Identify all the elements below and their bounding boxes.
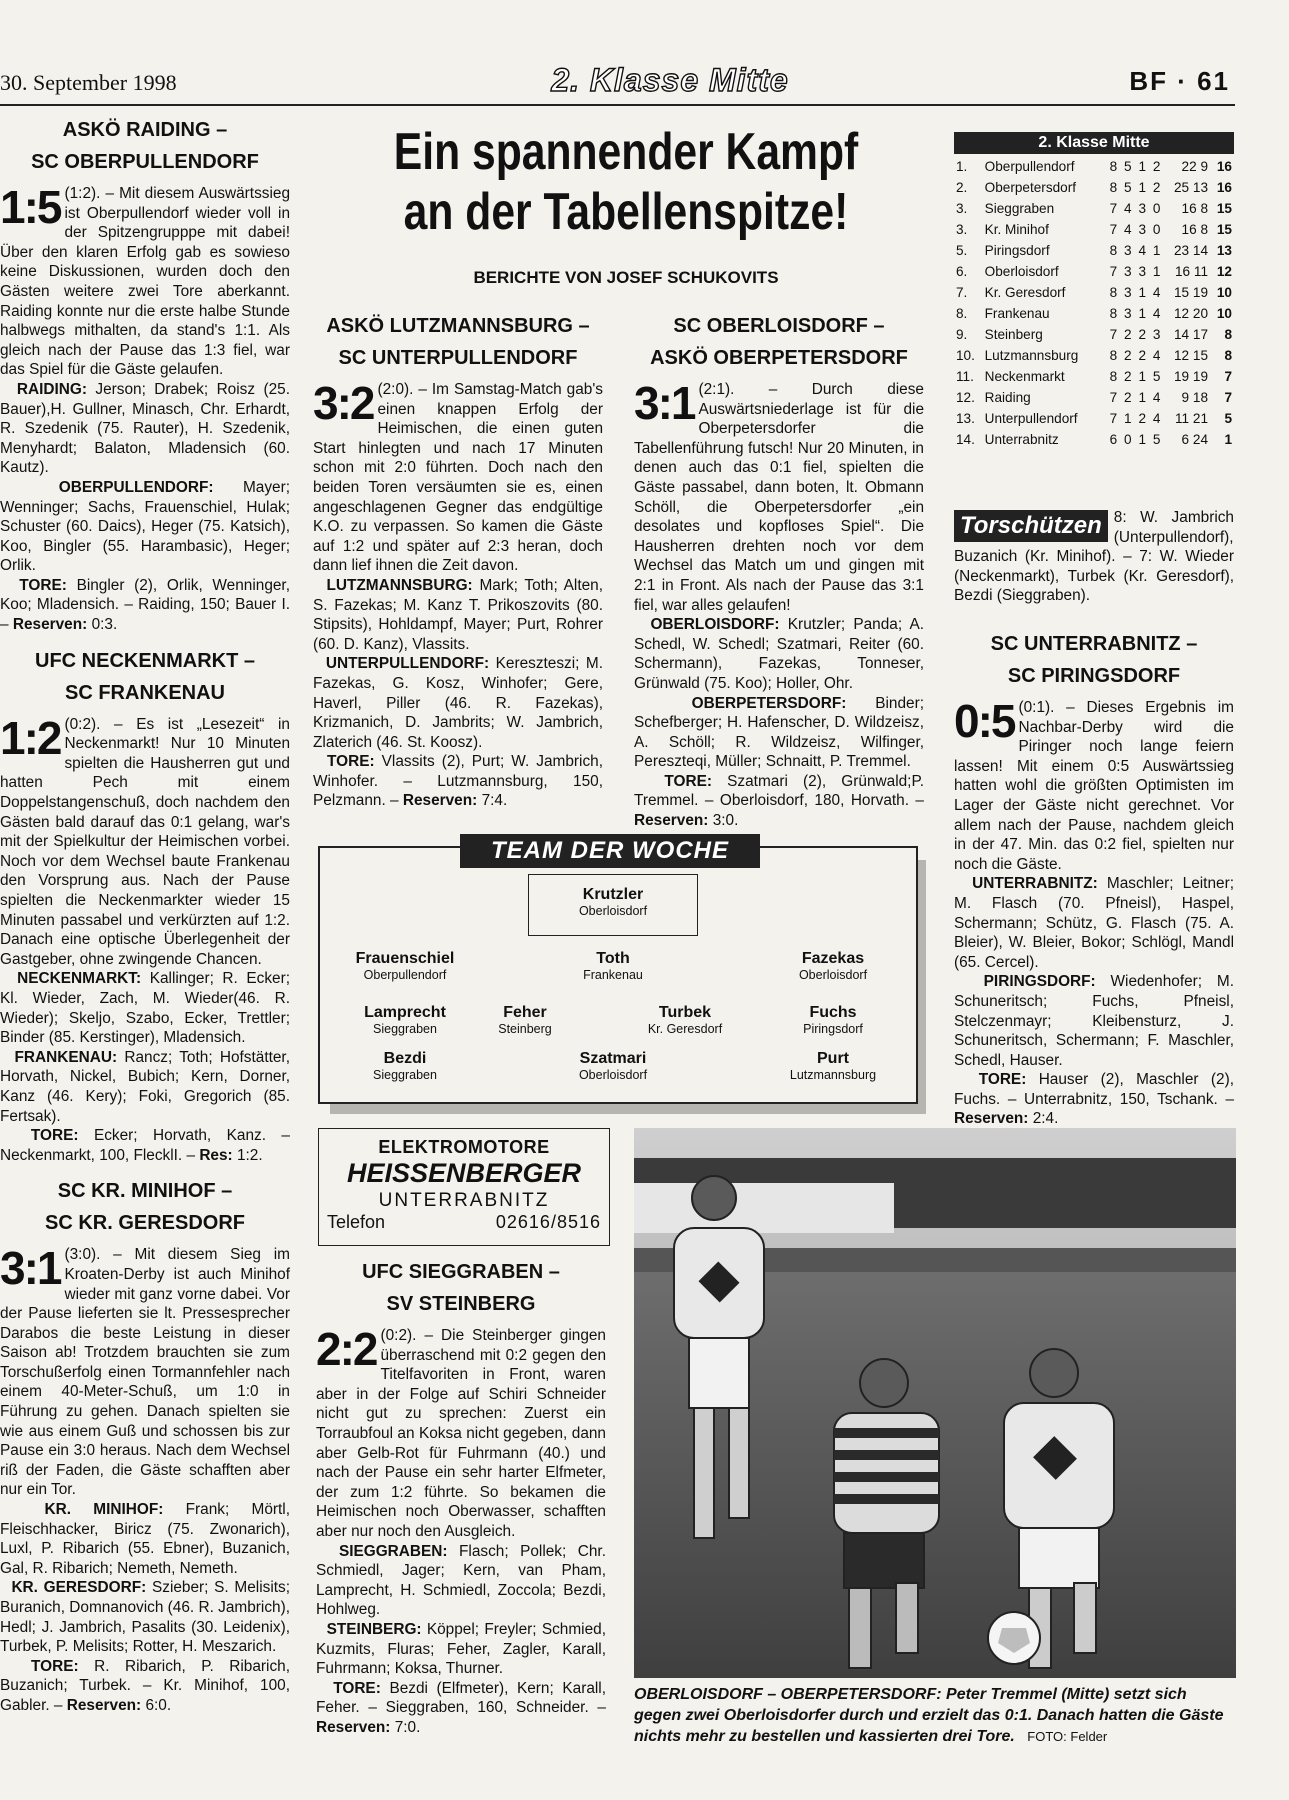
goals-head: TORE:: [327, 753, 375, 771]
column-unterrabnitz: [954, 628, 1234, 1129]
headline: [372, 122, 880, 242]
standings-team: Unterpullendorf: [984, 411, 1078, 426]
page-number: BF · 61: [1129, 66, 1230, 96]
lineup-head: KR. GERESDORF:: [11, 1579, 147, 1597]
ad-line2: HEISSENBERGER: [346, 1158, 582, 1188]
caption-text: OBERLOISDORF – OBERPETERSDORF: Peter Tremmel (Mitte) setzt sich gegen zwei Oberloisdorfer durch und erzielt das 0:1. Danach hatten die Gäste nichts mehr zu bestellen und kassierten drei Tore.: [634, 1686, 1224, 1745]
scorers: [954, 508, 1234, 606]
standings-team: Oberloisdorf: [984, 264, 1059, 279]
standings-pos: 3.: [956, 222, 968, 237]
player-name: Bezdi: [383, 1050, 427, 1067]
standings-pos: 13.: [956, 411, 975, 426]
standings-team: Frankenau: [984, 306, 1050, 321]
advertisement: [318, 1128, 610, 1246]
article-title: ASKÖ RAIDING –: [62, 119, 228, 141]
article-body: (0:1). – Dieses Ergebnis im Nachbar-Derby wird die Piringer noch lange feiern lassen! Mit einem 0:5 Auswärtssieg hatten wohl die größten Optimisten im Lager der Gäste nicht gerechnet. Vor allem nach der Pause, nachdem gleich in der 47. Min. das 0:2 fiel, spielten nur noch die Gäste.: [954, 699, 1234, 873]
standings-losses: 4: [1152, 306, 1161, 321]
standings-draws: 1: [1138, 180, 1147, 195]
standings-draws: 2: [1138, 348, 1147, 363]
standings-team: Lutzmannsburg: [984, 348, 1079, 363]
lineup-head: PIRINGSDORF:: [983, 973, 1096, 991]
player-f3: [758, 1050, 908, 1082]
goals-head: TORE:: [19, 576, 67, 594]
standings-row: [954, 324, 1234, 345]
article-raiding: [0, 181, 290, 635]
standings-wins: 4: [1124, 222, 1132, 237]
standings-table: [954, 156, 1234, 450]
standings-row: [954, 408, 1234, 429]
standings-wins: 2: [1124, 390, 1132, 405]
player-gk: [528, 886, 698, 918]
lineup: Binder; Schefberger; H. Hafenscher, D. Wildzeisz, A. Schöll; R. Wildzeisz, Wilfinger, Pereszteqi, Müller; Schnaitt, P. Tremmel.: [634, 694, 924, 771]
standings-team: Kr. Minihof: [984, 222, 1049, 237]
standings-pos: 12.: [956, 390, 975, 405]
standings-goals: 11 21: [1175, 411, 1209, 426]
article-body: (2:0). – Im Samstag-Match gab's einen knappen Erfolg der Heimischen, die einen guten Start hinlegten und nach 17 Minuten schon mit 2:0 führten. Doch nach den beiden Toren versäumten sie es, einen angeschlagenen Gegner das endgültige K.O. zu verpassen. So kamen die Gäste auf 1:2 und später auf 2:3 heran, doch dann lief ihnen die Zeit davon.: [313, 381, 603, 575]
ad-line3: UNTERRABNITZ: [378, 1190, 550, 1211]
standings-pos: 5.: [956, 243, 968, 258]
reserves: 1:2.: [236, 1146, 263, 1164]
ad-phone: 02616/8516: [495, 1212, 601, 1232]
standings-pos: 3.: [956, 201, 968, 216]
reserves: 2:4.: [1032, 1110, 1059, 1128]
player-club: Oberpullendorf: [363, 968, 447, 982]
player-club: Lutzmannsburg: [789, 1068, 877, 1082]
standings-losses: 1: [1152, 243, 1161, 258]
standings-played: 7: [1109, 411, 1118, 426]
lineup-head: UNTERRABNITZ:: [972, 875, 1098, 893]
standings-wins: 3: [1124, 285, 1132, 300]
match-photo: [634, 1128, 1236, 1678]
score: 3:1: [0, 1242, 61, 1295]
player-name: Purt: [817, 1050, 849, 1067]
lineup: Kereszteszi; M. Fazekas, G. Kosz, Winhofer; Gere, Haverl, Piller (46. R. Fazekas), Krizmanich, D. Jambrits; W. Jambrich, Zlaterich (46. St. Koosz).: [313, 655, 603, 751]
standings-goals: 14 17: [1173, 327, 1209, 342]
lineup: Wiedenhofer; M. Schuneritsch; Fuchs, Pfneisl, Stelczenmayr; Kleibensturz, J. Schuneritsch, Schermann; F. Maschler, Schedl, Hauser.: [954, 973, 1234, 1069]
article-lutzmannsburg: [313, 377, 603, 811]
goals: Bingler (2), Orlik, Wenninger, Koo; Mladensich. – Raiding, 150; Bauer I. –: [0, 576, 290, 634]
standings-losses: 5: [1152, 432, 1161, 447]
standings-played: 8: [1109, 369, 1118, 384]
player-f1: [330, 1050, 480, 1082]
lineup-head: LUTZMANNSBURG:: [326, 576, 473, 594]
player-d3: [758, 950, 908, 982]
reserves-head: Reserven:: [12, 616, 88, 634]
player-name: Feher: [503, 1004, 547, 1021]
standings-draws: 4: [1138, 243, 1147, 258]
scorers-label: Torschützen: [954, 510, 1108, 542]
standings-draws: 1: [1138, 390, 1147, 405]
standings-losses: 4: [1152, 411, 1161, 426]
article-subtitle: SV STEINBERG: [386, 1293, 536, 1315]
standings-points: 7: [1224, 369, 1232, 384]
player-name: Szatmari: [579, 1050, 647, 1067]
article-title: UFC NECKENMARKT –: [35, 649, 255, 672]
standings-pos: 8.: [956, 306, 968, 321]
byline: BERICHTE VON JOSEF SCHUKOVITS: [473, 268, 779, 287]
standings-wins: 2: [1124, 369, 1132, 384]
lineup-head: OBERPETERSDORF:: [691, 694, 847, 712]
article-body: (3:0). – Mit diesem Sieg im Kroaten-Derby ist auch Minihof wieder mit ganz vorne dabei. Vor der Pause lieferten sie lt. Pressesprecher Darabos die beste Leistung in dieser Saison ab! Trotzdem brauchten sie zum Torschußerfolg einen Tormannfehler nach einem 40-Meter-Schuß, um 1:0 in Führung zu gehen. Danach spielten sie wie aus einem Guß und schossen bis zur Pause ein 3:0 heraus. Nach dem Wechsel riß der Faden, die Gäste schafften aber nur ein Tor.: [0, 1246, 290, 1499]
standings-wins: 3: [1124, 264, 1132, 279]
standings-row: [954, 219, 1234, 240]
player-name: Krutzler: [582, 886, 644, 903]
standings-losses: 4: [1152, 390, 1161, 405]
player-club: Sieggraben: [373, 1068, 437, 1082]
standings-goals: 19 19: [1173, 369, 1209, 384]
article-subtitle: SC KR. GERESDORF: [44, 1212, 246, 1235]
standings-points: 8: [1224, 327, 1232, 342]
standings-played: 7: [1109, 264, 1118, 279]
player-club: Oberloisdorf: [578, 904, 648, 918]
standings-pos: 1.: [956, 159, 968, 174]
article-body: (0:2). – Die Steinberger gingen überraschend mit 0:2 gegen den Titelfavoriten in Front, waren aber in der Folge auf Schiri Schneider nicht gut zu sprechen: Zuerst ein Torraubfoul an Koksa nicht gegeben, dann aber Gelb-Rot für Fuhrmann (40.) und nach der Pause ein sehr harter Elfmeter, der zum 1:2 führte. So bekamen die Heimischen noch Oberwasser, schafften aber nur noch den Ausgleich.: [316, 1327, 606, 1540]
standings-played: 8: [1109, 306, 1118, 321]
standings-losses: 0: [1152, 222, 1161, 237]
standings-team: Raiding: [984, 390, 1031, 405]
goals: Hauser (2), Maschler (2), Fuchs. – Unterrabnitz, 150, Tschank. –: [954, 1071, 1234, 1108]
standings-draws: 2: [1138, 327, 1147, 342]
article-title: SC KR. MINIHOF –: [57, 1180, 233, 1203]
player-name: Toth: [596, 950, 630, 967]
goals-head: TORE:: [333, 1679, 381, 1697]
standings-title: 2. Klasse Mitte: [954, 132, 1234, 154]
lineup: Maschler; Leitner; M. Flasch (70. Pfneisl), Haspel, Schermann; Schütz, G. Flasch (75. A. Bleier), W. Bleier, Bokor; Schlögl, Mandl (65. Cercel).: [954, 875, 1234, 971]
standings-wins: 0: [1124, 432, 1132, 447]
standings-wins: 4: [1124, 201, 1132, 216]
standings-points: 7: [1224, 390, 1232, 405]
standings-points: 15: [1216, 222, 1232, 237]
player-m1: [330, 1004, 480, 1036]
lineup-head: OBERPULLENDORF:: [58, 478, 214, 496]
standings-pos: 6.: [956, 264, 968, 279]
player-club: Piringsdorf: [803, 1022, 863, 1036]
standings-pos: 11.: [956, 369, 974, 384]
lineup-head: FRANKENAU:: [14, 1048, 118, 1066]
lineup: Rancz; Toth; Hofstätter, Horvath, Nickel, Bubich; Kern, Dorner, Kanz (46. Kery); Foki, Gregorich (85. Fertsak).: [0, 1048, 290, 1125]
standings-team: Neckenmarkt: [984, 369, 1065, 384]
standings-team: Piringsdorf: [984, 243, 1050, 258]
standings-row: [954, 387, 1234, 408]
article-subtitle: SC FRANKENAU: [65, 681, 225, 704]
lineup: Flasch; Pollek; Chr. Schmiedl, Jager; Kern, van Pham, Lamprecht, H. Schmiedl, Zoccola; Bezdi, Hohlweg.: [316, 1542, 606, 1619]
goals-head: TORE:: [30, 1127, 79, 1145]
player-club: Oberloisdorf: [578, 1068, 648, 1082]
article-title: ASKÖ LUTZMANNSBURG –: [326, 315, 590, 337]
article-neckenmarkt: [0, 711, 291, 1166]
standings-points: 5: [1224, 411, 1232, 426]
column-oberloisdorf: [634, 310, 924, 831]
player-name: Turbek: [658, 1004, 712, 1021]
article-title: SC UNTERRABNITZ –: [990, 633, 1198, 655]
score: 1:2: [0, 711, 61, 764]
standings-pos: 14.: [956, 432, 975, 447]
player-club: Sieggraben: [373, 1022, 437, 1036]
article-body: (0:2). – Es ist „Lesezeit“ in Neckenmarkt! Nur 10 Minuten spielten die Hausherren gut und hatten Pech mit einem Doppelstangenschuß, doch nachdem den Gästen bald darauf das 0:1 gelang, war's mit der Spielkultur der Heimischen vorbei. Noch vor dem Wechsel baute Frankenau den Vorsprung aus. Nach der Pause spielten die Neckenmarkter wieder 15 Minuten passabel und verkürzten auf 1:2. Danach eine optische Überlegenheit der Gastgeber, ohne zwingende Chancen.: [0, 715, 290, 968]
standings-row: [954, 366, 1234, 387]
standings-team: Steinberg: [984, 327, 1043, 342]
standings-row: [954, 429, 1234, 450]
team-of-week: [318, 837, 918, 1104]
headline-line1: Ein spannender Kampf: [393, 123, 859, 181]
left-column: [0, 114, 290, 1716]
standings-played: 8: [1109, 180, 1118, 195]
player-club: Steinberg: [498, 1022, 552, 1036]
standings-played: 7: [1109, 201, 1118, 216]
lineup-head: OBERLOISDORF:: [650, 616, 780, 634]
standings-draws: 1: [1138, 369, 1147, 384]
standings-wins: 5: [1124, 180, 1132, 195]
standings-wins: 3: [1124, 306, 1132, 321]
article-oberloisdorf: [634, 377, 925, 831]
standings-goals: 16 8: [1181, 222, 1209, 237]
player-f2: [538, 1050, 688, 1082]
standings-points: 15: [1216, 201, 1232, 216]
player-d2: [538, 950, 688, 982]
reserves-head: Reserven:: [634, 812, 709, 830]
header-rule: [0, 104, 1235, 106]
standings-points: 13: [1216, 243, 1232, 258]
standings-row: [954, 345, 1234, 366]
standings-row: [954, 303, 1234, 324]
lineup-head: KR. MINIHOF:: [44, 1501, 164, 1519]
goals: Vlassits (2), Purt; W. Jambrich, Winhofer. – Lutzmannsburg, 150, Pelzmann. –: [313, 753, 603, 810]
standings-goals: 16 11: [1175, 264, 1209, 279]
score: 1:5: [0, 181, 61, 233]
lineup: Mayer; Wenninger; Sachs, Frauenschiel, Hulak; Schuster (60. Daics), Heger (75. Katsich), Koo, Bingler (55. Harambasic), Heger; Orlik.: [0, 478, 290, 575]
reserves-head: Reserven:: [402, 792, 478, 810]
standings-losses: 1: [1152, 264, 1161, 279]
issue-date: 30. September 1998: [0, 70, 177, 95]
standings-goals: 25 13: [1173, 180, 1209, 195]
player-name: Frauenschiel: [355, 950, 455, 967]
reserves: 0:3.: [91, 616, 118, 634]
standings-points: 8: [1224, 348, 1232, 363]
score: 3:1: [634, 377, 695, 429]
reserves-head: Reserven:: [954, 1110, 1029, 1128]
standings-pos: 7.: [956, 285, 968, 300]
scorers-text: 8: W. Jambrich (Unterpullendorf), Buzanich (Kr. Minihof). – 7: W. Wieder (Neckenmarkt), Turbek (Kr. Geresdorf), Bezdi (Sieggraben).: [954, 509, 1234, 605]
standings-played: 8: [1109, 348, 1118, 363]
player-name: Fuchs: [809, 1004, 857, 1021]
lineup-head: UNTERPULLENDORF:: [325, 655, 490, 673]
standings-losses: 0: [1152, 201, 1161, 216]
standings-draws: 1: [1138, 306, 1147, 321]
standings-played: 7: [1109, 222, 1118, 237]
goals-head: TORE:: [31, 1657, 79, 1675]
lineup-head: RAIDING:: [16, 380, 87, 398]
ad-phone-row: [319, 1212, 609, 1233]
standings-draws: 3: [1138, 201, 1147, 216]
article-subtitle: ASKÖ OBERPETERSDORF: [650, 347, 908, 369]
lineup-head: NECKENMARKT:: [17, 970, 142, 988]
standings-draws: 2: [1138, 411, 1147, 426]
reserves-head: Reserven:: [66, 1696, 142, 1714]
player-club: Oberloisdorf: [798, 968, 868, 982]
player-m2: [460, 1004, 590, 1036]
score: 3:2: [313, 377, 374, 429]
standings-team: Oberpetersdorf: [984, 180, 1077, 195]
soccer-photo-icon: [634, 1128, 1236, 1678]
standings-points: 16: [1216, 159, 1232, 174]
reserves-head: Res:: [199, 1146, 233, 1164]
section-title: 2. Klasse Mitte: [551, 62, 789, 98]
article-title: UFC SIEGGRABEN –: [362, 1261, 560, 1283]
ad-phone-label: Telefon: [327, 1212, 386, 1232]
standings-row: [954, 282, 1234, 303]
column-lutzmannsburg: [313, 310, 603, 811]
article-subtitle: SC UNTERPULLENDORF: [338, 347, 578, 369]
standings-draws: 3: [1138, 264, 1147, 279]
goals-head: TORE:: [664, 772, 712, 790]
standings-row: [954, 198, 1234, 219]
goals: Ecker; Horvath, Kanz. – Neckenmarkt, 100, FlecklI. –: [0, 1127, 290, 1164]
lineup: Frank; Mörtl, Fleischhacker, Biricz (75. Zwonarich), Luxl, P. Ribarich (55. Ebner), Buzanich, Gal, R. Ribarich; Nemeth, Nemeth.: [0, 1501, 290, 1577]
standings-goals: 9 18: [1181, 390, 1209, 405]
article-subtitle: SC PIRINGSDORF: [1007, 665, 1181, 687]
player-name: Fazekas: [801, 950, 865, 967]
standings-row: [954, 240, 1234, 261]
score: 0:5: [954, 695, 1015, 747]
photo-credit: FOTO: Felder: [1027, 1729, 1108, 1744]
standings-played: 8: [1109, 285, 1118, 300]
reserves: 6:0.: [145, 1696, 172, 1714]
standings-team: Sieggraben: [984, 201, 1055, 216]
standings-played: 6: [1109, 432, 1118, 447]
lineup: Mark; Toth; Alten, S. Fazekas; M. Kanz T. Prikoszovits (80. Stipsits), Hohldampf, Mayer; Purt, Rohrer (60. D. Kanz), Vlassits.: [313, 576, 603, 653]
standings-row: [954, 156, 1234, 177]
article-minihof: [0, 1242, 290, 1715]
standings-losses: 3: [1152, 327, 1161, 342]
goals: Szatmari (2), Grünwald;P. Tremmel. – Oberloisdorf, 180, Horvath. –: [634, 772, 925, 810]
article-title: SC OBERLOISDORF –: [673, 315, 885, 337]
ad-line1: ELEKTROMOTORE: [378, 1137, 550, 1157]
standings-row: [954, 177, 1234, 198]
article-sieggraben: [316, 1323, 606, 1737]
standings-played: 8: [1109, 243, 1118, 258]
standings-wins: 3: [1124, 243, 1132, 258]
standings-goals: 23 14: [1173, 243, 1209, 258]
standings-points: 16: [1216, 180, 1232, 195]
article-unterrabnitz: [954, 695, 1234, 1129]
standings-losses: 5: [1152, 369, 1161, 384]
article-body: (1:2). – Mit diesem Auswärtssieg ist Oberpullendorf wieder voll in der Spitzengrupppe mit dabei! Über den klaren Erfolg gab es sowieso keine Diskussionen, wurden doch den Gästen weitere zwei Tore aberkannt. Raiding konnte nur die erste halbe Stunde halbwegs mithalten, da stand's 1:1. Als gleich nach der Pause das 1:3 fiel, war das Spiel für die Gäste gelaufen.: [0, 185, 290, 379]
standings-wins: 1: [1124, 411, 1132, 426]
standings-losses: 2: [1152, 180, 1161, 195]
standings-draws: 1: [1138, 159, 1147, 174]
column-sieggraben: [316, 1256, 606, 1737]
reserves: 3:0.: [712, 812, 739, 830]
lineup: Krutzler; Panda; A. Schedl, W. Schedl; Szatmari, Reiter (60. Schermann), Fazekas, Tonneser, Grünwald (75. Koo); Holler, Ohr.: [634, 616, 925, 692]
standings-losses: 4: [1152, 285, 1161, 300]
standings-losses: 4: [1152, 348, 1161, 363]
player-name: Lamprecht: [364, 1004, 446, 1021]
standings-goals: 6 24: [1181, 432, 1209, 447]
headline-line2: an der Tabellenspitze!: [403, 183, 849, 241]
lineup: Szieber; S. Melisits; Buranich, Domnanovich (46. R. Jambrich), Hedl; J. Jambrich, Pasalits (30. Leidenix), Turbek, P. Melisits; Rotter, H. Meszarich.: [0, 1579, 290, 1656]
score: 2:2: [316, 1323, 377, 1375]
lineup: Köppel; Freyler; Schmied, Kuzmits, Fluras; Feher, Zagler, Karall, Fuhrmann; Koksa, Thurner.: [316, 1620, 606, 1678]
standings-points: 12: [1216, 264, 1232, 279]
reserves: 7:4.: [481, 792, 508, 810]
standings-team: Kr. Geresdorf: [984, 285, 1066, 300]
lineup: Kallinger; R. Ecker; Kl. Wieder, Zach, M. Wieder(46. R. Wieder); Skeljo, Szabo, Ecker, Trettler; Binder (85. Kerstinger), Mladensich.: [0, 970, 291, 1047]
standings-goals: 16 8: [1181, 201, 1209, 216]
player-m4: [758, 1004, 908, 1036]
reserves: 7:0.: [394, 1718, 421, 1736]
standings-pos: 9.: [956, 327, 968, 342]
standings-wins: 2: [1124, 348, 1132, 363]
lineup: Jerson; Drabek; Roisz (25. Bauer),H. Gullner, Minasch, Chr. Erhardt, R. Szedenik (75. Rauter), H. Szedenik, Menyhardt; Balaton, Mladensich (60. Kautz).: [0, 380, 290, 477]
goals-head: TORE:: [978, 1071, 1027, 1089]
reserves-head: Reserven:: [316, 1718, 391, 1736]
player-d1: [330, 950, 480, 982]
standings-pos: 10.: [956, 348, 975, 363]
player-club: Frankenau: [583, 968, 643, 982]
goals: R. Ribarich, P. Ribarich, Buzanich; Turbek. – Kr. Minihof, 100, Gabler. –: [0, 1657, 290, 1714]
standings-draws: 1: [1138, 432, 1147, 447]
standings-played: 7: [1109, 327, 1118, 342]
standings-box: [954, 132, 1234, 450]
lineup-head: SIEGGRABEN:: [338, 1542, 448, 1560]
article-body: (2:1). – Durch diese Auswärtsniederlage ist für die Oberpetersdorfer die Tabellenführung futsch! Nur 20 Minuten, in denen auch das 0:1 fiel, spielten die Gäste passabel, dann boten, lt. Obmann Schöll, die Oberpetersdorfer „ein desolates und kopfloses Spiel“. Die Hausherren drehten noch vor dem Wechsel das Match um und gingen mit 2:1 in Front. Als nach der Pause das 3:1 fiel, war alles gelaufen!: [634, 381, 924, 614]
standings-draws: 3: [1138, 222, 1147, 237]
standings-points: 1: [1224, 432, 1232, 447]
photo-caption: [634, 1684, 1236, 1747]
standings-pos: 2.: [956, 180, 968, 195]
standings-row: [954, 261, 1234, 282]
lineup-head: STEINBERG:: [326, 1620, 422, 1638]
standings-played: 7: [1109, 390, 1118, 405]
standings-goals: 15 19: [1173, 285, 1209, 300]
standings-team: Oberpullendorf: [984, 159, 1075, 174]
article-subtitle: SC OBERPULLENDORF: [31, 151, 259, 173]
standings-points: 10: [1216, 306, 1232, 321]
standings-played: 8: [1109, 159, 1118, 174]
standings-losses: 2: [1152, 159, 1161, 174]
team-of-week-title: TEAM DER WOCHE: [460, 834, 760, 868]
standings-goals: 12 20: [1173, 306, 1209, 321]
standings-draws: 1: [1138, 285, 1147, 300]
goals: Bezdi (Elfmeter), Kern; Karall, Feher. – Sieggraben, 160, Schneider. –: [316, 1679, 606, 1717]
standings-goals: 12 15: [1173, 348, 1209, 363]
standings-goals: 22 9: [1181, 159, 1209, 174]
standings-points: 10: [1216, 285, 1232, 300]
standings-wins: 5: [1124, 159, 1132, 174]
standings-team: Unterrabnitz: [984, 432, 1059, 447]
player-m3: [620, 1004, 750, 1036]
standings-wins: 2: [1124, 327, 1132, 342]
player-club: Kr. Geresdorf: [647, 1022, 723, 1036]
